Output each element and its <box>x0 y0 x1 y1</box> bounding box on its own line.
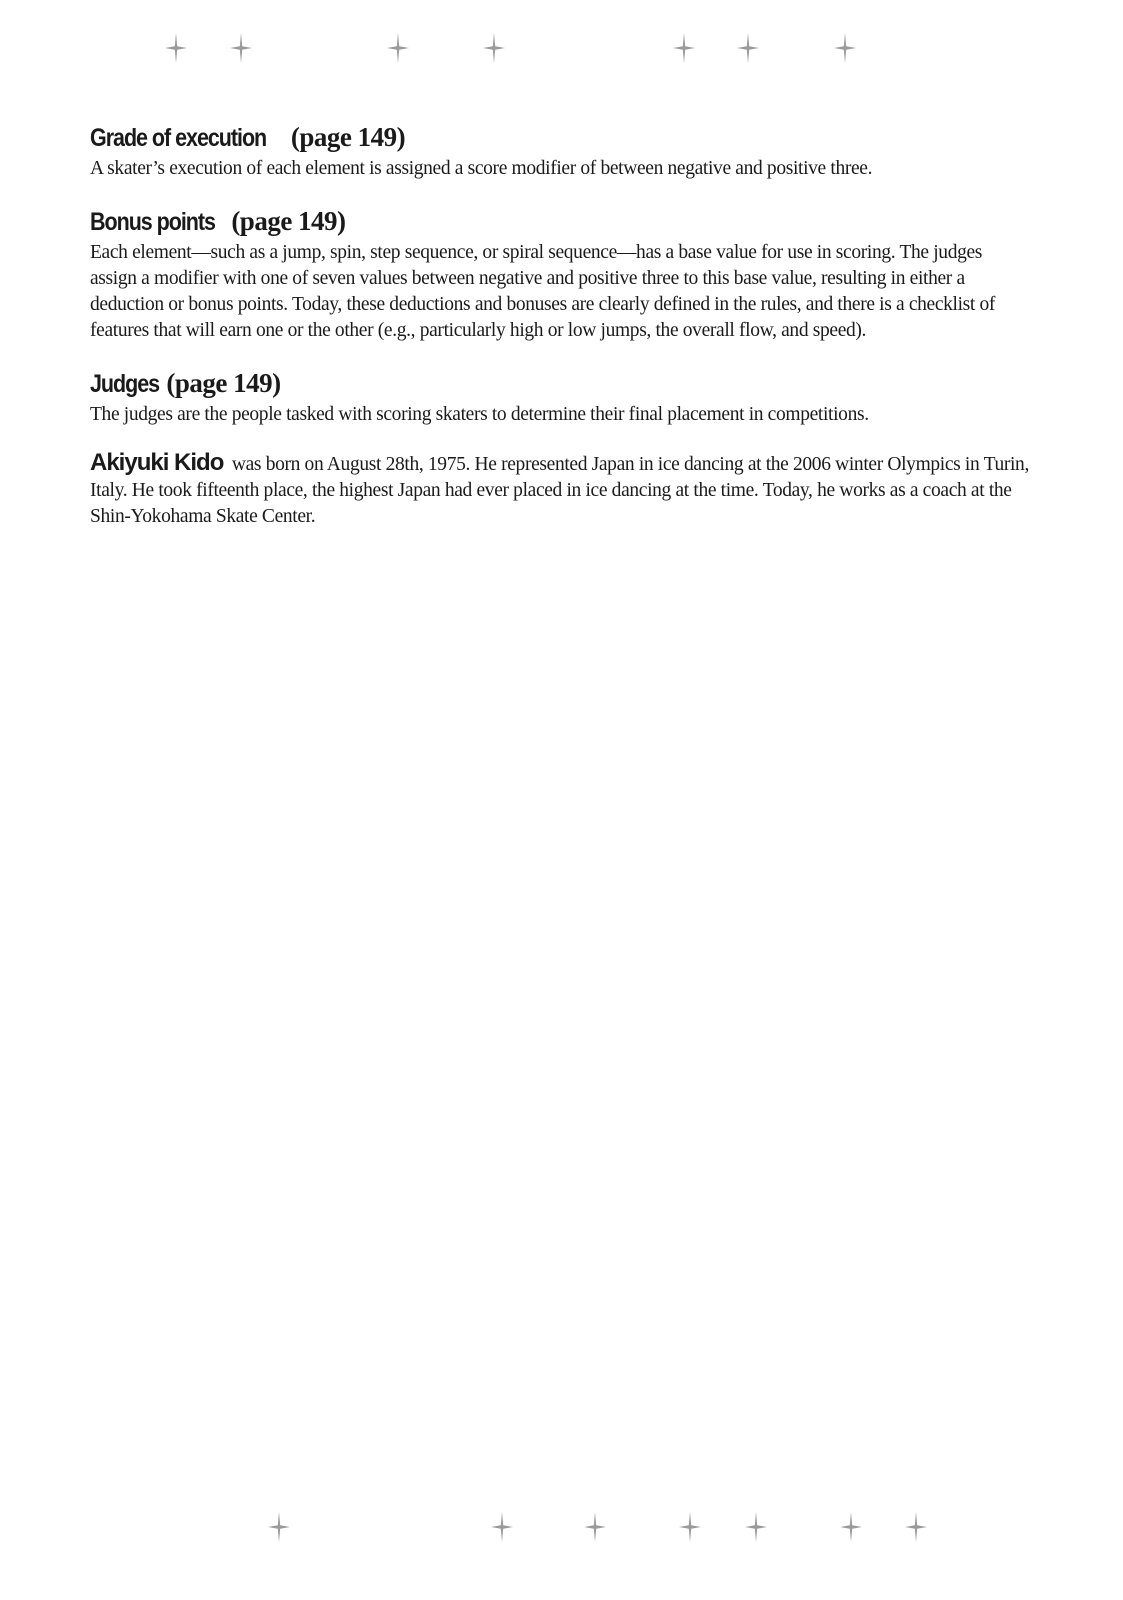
entry-page-ref: (page 149) <box>290 122 406 152</box>
sparkle-icon <box>268 1512 290 1542</box>
sparkle-icon <box>165 33 187 63</box>
entry-page-ref: (page 149) <box>231 206 346 236</box>
bio-paragraph <box>90 450 1030 530</box>
entry-heading <box>90 120 1030 156</box>
entry-page-ref: (page 149) <box>166 368 281 398</box>
sparkle-icon <box>483 33 505 63</box>
sparkle-icon <box>584 1512 606 1542</box>
sparkle-icon <box>737 33 759 63</box>
sparkle-icon <box>673 33 695 63</box>
glossary-entry <box>90 366 1030 428</box>
sparkle-icon <box>905 1512 927 1542</box>
sparkle-icon <box>834 33 856 63</box>
bio-name: Akiyuki Kido <box>90 449 224 476</box>
glossary-content <box>90 120 1030 552</box>
entry-heading <box>90 366 1030 402</box>
entry-text: The judges are the people tasked with scoring skaters to determine their final placement in competitions. <box>90 404 869 425</box>
sparkle-icon <box>679 1512 701 1542</box>
bio-text: was born on August 28th, 1975. He represented Japan in ice dancing at the 2006 winter Olympics in Turin, Italy. He took fifteenth place, the highest Japan had ever placed in ice dancing at the time. Today, he works as a coach at the Shin-Yokohama Skate Center. <box>90 454 1029 527</box>
entry-term: Grade of execution <box>90 124 267 152</box>
glossary-entry <box>90 120 1030 182</box>
glossary-entry <box>90 204 1030 344</box>
sparkle-icon <box>491 1512 513 1542</box>
sparkle-icon <box>840 1512 862 1542</box>
entry-term: Bonus points <box>90 208 215 236</box>
entry-heading <box>90 204 1030 240</box>
sparkle-icon <box>230 33 252 63</box>
entry-term: Judges <box>90 370 160 398</box>
sparkle-icon <box>387 33 409 63</box>
entry-text: A skater’s execution of each element is assigned a score modifier of between negative and positive three. <box>90 158 873 179</box>
bio-entry <box>90 450 1030 530</box>
entry-text: Each element—such as a jump, spin, step sequence, or spiral sequence—has a base value for use in scoring. The judges assign a modifier with one of seven values between negative and positive three to this base value, resulting in either a deduction or bonus points. Today, these deductions and bonuses are clearly defined in the rules, and there is a checklist of features that will earn one or the other (e.g., particularly high or low jumps, the overall flow, and speed). <box>90 242 996 341</box>
sparkle-icon <box>745 1512 767 1542</box>
